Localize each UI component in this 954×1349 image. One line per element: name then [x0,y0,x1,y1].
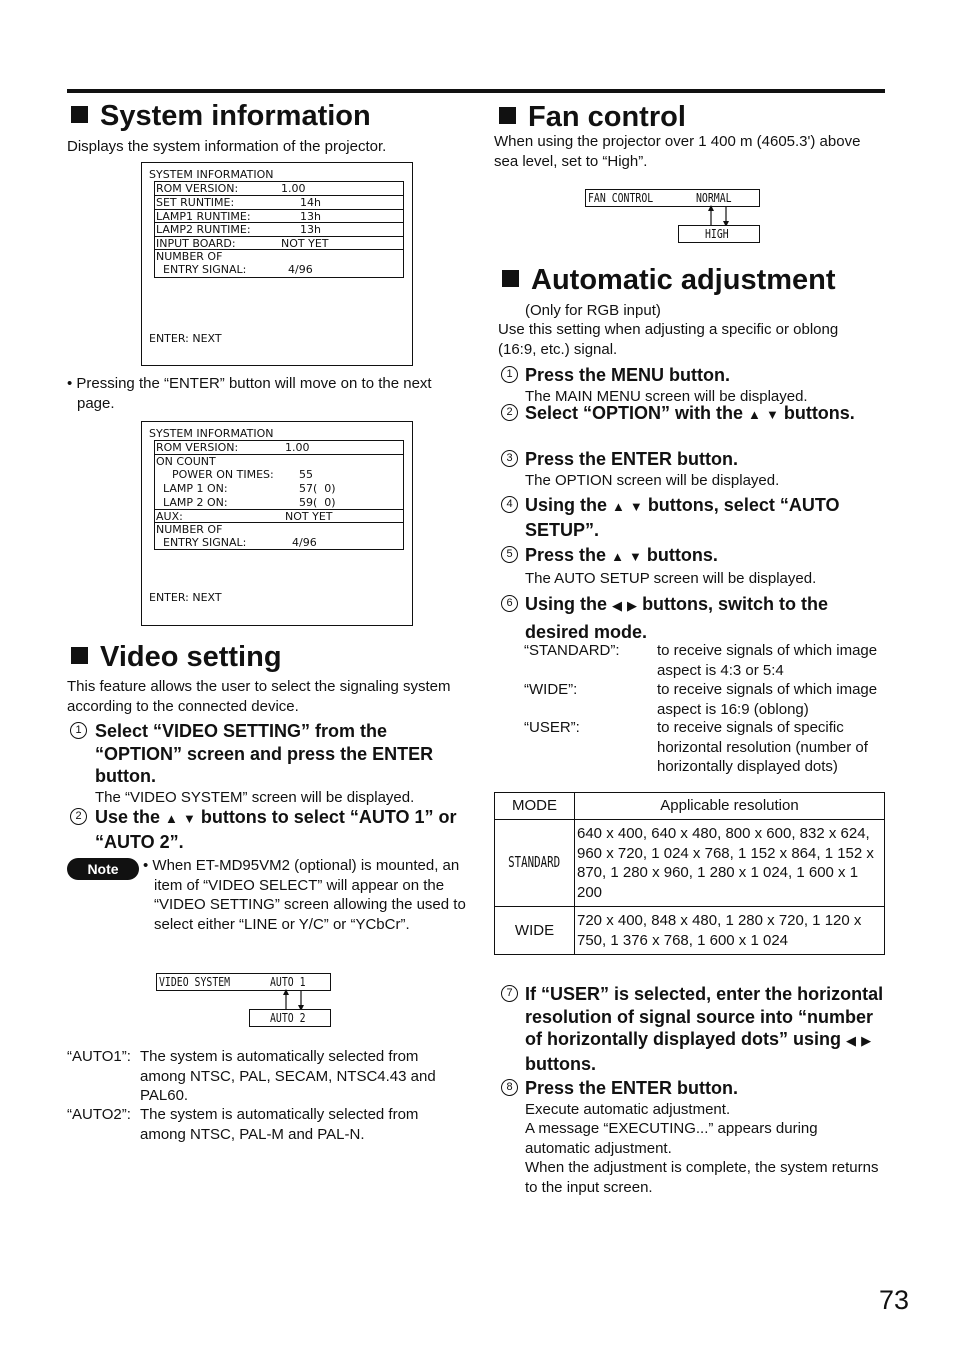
square-bullet-icon [71,106,88,123]
left-arrow-icon: ◀ [846,1033,857,1048]
step-number-6: 6 [501,595,518,612]
table-header-cell: MODE [495,793,575,820]
right-arrow-icon: ▶ [627,598,638,613]
info-row: ROM VERSION: 1.00 [156,182,306,195]
table-header-cell: Applicable resolution [575,793,885,820]
mode-wide-desc: to receive signals of which image aspect is 16:9 (oblong) [657,681,878,718]
table-cell: 640 x 400, 640 x 480, 800 x 600, 832 x 624, 960 x 720, 1 024 x 768, 1 152 x 864, 1 152 x 870, 1 280 x 960, 1 280 x 1 024, 1 600 x 1 200 [575,820,885,907]
auto2-desc: The system is automatically selected from among NTSC, PAL-M and PAL-N. [140,1106,419,1143]
auto-adjust-heading: Automatic adjustment [502,264,836,296]
auto1-term: “AUTO1”: [67,1048,131,1065]
step-number-7: 7 [501,985,518,1002]
screen-footer: ENTER: NEXT [149,332,222,345]
auto-step-8: 8 Press the ENTER button. Execute automatic adjustment. A message “EXECUTING...” appears during automatic adjustment. When the adjustment is complete, the system returns to the input screen. [498,1077,884,1197]
info-row: LAMP2 RUNTIME: 13h [155,222,403,236]
fan-control-heading: Fan control [499,101,686,133]
video-setting-intro: This feature allows the user to select the signaling system according to the connected device. [67,678,451,715]
info-row: NUMBER OF ENTRY SIGNAL: 4/96 [155,249,403,277]
screen-info-panel [154,181,404,278]
auto-step-1: 1 Press the MENU button. The MAIN MENU screen will be displayed. [498,364,884,406]
enter-bullet: • Pressing the “ENTER” button will move on to the next page. [67,375,432,412]
note-badge: Note [67,858,139,880]
system-info-screen-2 [141,421,413,626]
step-number-2: 2 [70,808,87,825]
auto-step-4: 4 Using the ▲ ▼ buttons, select “AUTO SETUP”. [498,494,884,541]
mode-standard-term: “STANDARD”: [524,642,620,659]
down-arrow-icon: ▼ [765,407,779,422]
video-step-1: 1 Select “VIDEO SETTING” from the “OPTION” screen and press the ENTER button. The “VIDEO SYSTEM” screen will be displayed. [67,720,462,807]
down-arrow-icon: ▼ [628,549,642,564]
step-number-8: 8 [501,1079,518,1096]
auto-step-3: 3 Press the ENTER button. The OPTION screen will be displayed. [498,448,884,490]
table-cell: WIDE [495,907,575,955]
screen-footer: ENTER: NEXT [149,591,222,604]
resolution-table [494,792,885,955]
left-arrow-icon: ◀ [612,598,623,613]
right-arrow-icon: ▶ [861,1033,872,1048]
step-number-3: 3 [501,450,518,467]
fan-control-osd: FAN CONTROL NORMAL [585,189,760,207]
table-cell: STANDARD [495,820,575,907]
auto2-term: “AUTO2”: [67,1106,131,1123]
up-arrow-icon: ▲ [612,499,625,514]
system-info-intro: Displays the system information of the projector. [67,138,387,155]
toggle-arrows-icon [280,989,310,1011]
down-arrow-icon: ▼ [182,811,196,826]
step-number-1: 1 [70,722,87,739]
mode-user-desc: to receive signals of specific horizontal resolution (number of horizontally displayed dots) [657,719,868,775]
auto-adjust-intro: Use this setting when adjusting a specific or oblong (16:9, etc.) signal. [498,321,839,358]
video-setting-heading: Video setting [71,641,282,673]
up-arrow-icon: ▲ [611,549,624,564]
info-row: NUMBER OF ENTRY SIGNAL: 4/96 [155,522,403,550]
auto1-desc: The system is automatically selected from among NTSC, PAL, SECAM, NTSC4.43 and PAL60. [140,1048,436,1104]
square-bullet-icon [499,107,516,124]
table-row [495,907,885,955]
screen-info-panel [154,440,404,550]
down-arrow-icon: ▼ [629,499,643,514]
info-row: AUX: NOT YET [155,509,403,523]
mode-user-term: “USER”: [524,719,580,736]
info-row: ROM VERSION: 1.00 [156,441,310,454]
step-number-2: 2 [501,404,518,421]
step-number-4: 4 [501,496,518,513]
screen-header: SYSTEM INFORMATION [149,168,274,181]
video-system-osd: VIDEO SYSTEM AUTO 1 [156,973,331,991]
step-number-5: 5 [501,546,518,563]
info-row: ON COUNT POWER ON TIMES: 55 LAMP 1 ON: 57( 0) LAMP 2 ON: 59( 0) [155,454,403,509]
system-info-screen-1 [141,162,413,366]
rgb-only-note: (Only for RGB input) [525,302,661,319]
auto-step-5: 5 Press the ▲ ▼ buttons. The AUTO SETUP screen will be displayed. [498,544,884,588]
fan-control-alt-osd: HIGH [678,225,760,243]
table-cell: 720 x 400, 848 x 480, 1 280 x 720, 1 120 x 750, 1 376 x 768, 1 600 x 1 024 [575,907,885,955]
fan-control-intro: When using the projector over 1 400 m (4605.3') above sea level, set to “High”. [494,133,861,170]
system-info-heading: System information [71,100,371,132]
mode-wide-term: “WIDE”: [524,681,578,698]
up-arrow-icon: ▲ [748,407,761,422]
mode-standard-desc: to receive signals of which image aspect is 4:3 or 5:4 [657,642,878,679]
auto-step-6: 6 Using the ◀ ▶ buttons, switch to the desired mode. [498,593,884,645]
screen-header: SYSTEM INFORMATION [149,427,274,440]
square-bullet-icon [502,270,519,287]
info-row: LAMP1 RUNTIME: 13h [155,209,403,223]
toggle-arrows-icon [705,205,735,227]
table-row [495,820,885,907]
table-header-row [495,793,885,820]
video-system-alt-osd: AUTO 2 [249,1009,331,1027]
auto-step-2: 2 Select “OPTION” with the ▲ ▼ buttons. [498,402,884,427]
auto-step-7: 7 If “USER” is selected, enter the horizontal resolution of signal source into “number of horizontally displayed dots” using ◀ ▶ buttons. [498,983,884,1075]
up-arrow-icon: ▲ [165,811,178,826]
top-rule [67,89,885,93]
square-bullet-icon [71,647,88,664]
video-step-2: 2 Use the ▲ ▼ buttons to select “AUTO 1” or “AUTO 2”. [67,806,462,853]
info-row: SET RUNTIME: 14h [155,195,403,209]
page-number: 73 [879,1285,910,1315]
note-text: • When ET-MD95VM2 (optional) is mounted, an item of “VIDEO SELECT” will appear on the “VIDEO SETTING” screen allowing the used to select either “LINE or Y/C” or “YCbCr”. [143,857,466,933]
info-row: INPUT BOARD: NOT YET [155,236,403,250]
step-number-1: 1 [501,366,518,383]
